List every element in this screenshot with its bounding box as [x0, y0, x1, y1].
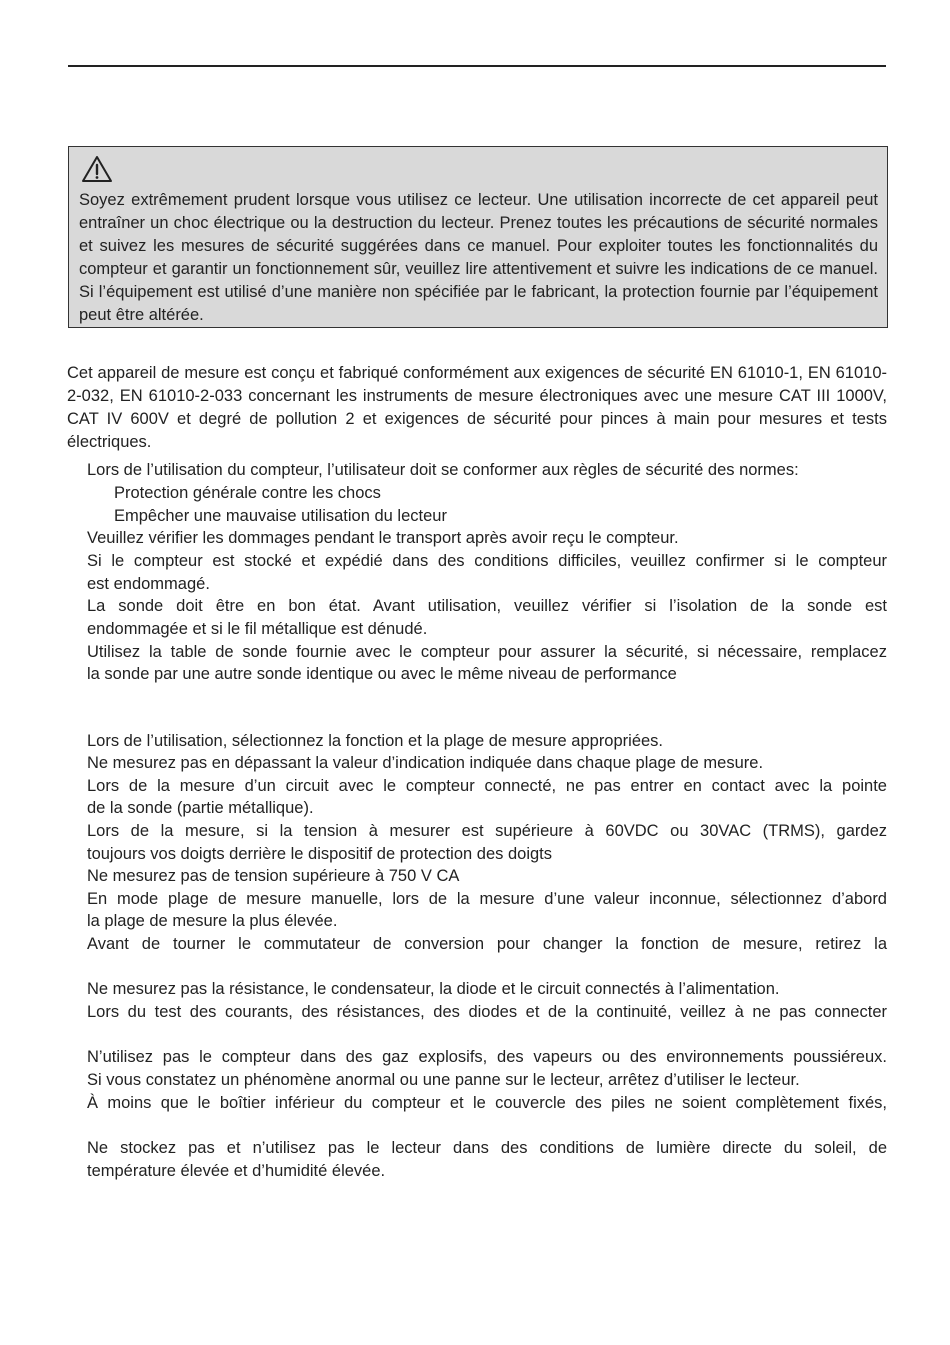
- list-item: la plage de mesure la plus élevée.: [87, 912, 338, 930]
- list-item: Lors de l’utilisation, sélectionnez la fonction et la plage de mesure appropriées.: [87, 732, 664, 750]
- list-item: Ne mesurez pas la résistance, le condensateur, la diode et le circuit connectés à l’alimentation.: [87, 980, 780, 998]
- list-item: Veuillez vérifier les dommages pendant le transport après avoir reçu le compteur.: [87, 529, 679, 547]
- list-item: Avant de tourner le commutateur de conversion pour changer la fonction de mesure, retirez la: [87, 935, 887, 953]
- warning-triangle-icon: [81, 155, 113, 183]
- intro-paragraph: Cet appareil de mesure est conçu et fabriqué conformément aux exigences de sécurité EN 61010-1, EN 61010-2-032, EN 61010-2-033 concernant les instruments de mesure électroniques avec une mesure CAT III 1000V, CAT IV 600V et degré de pollution 2 et exigences de sécurité pour pinces à main pour mesures et tests électriques.: [67, 364, 887, 451]
- list-item: Lors de la mesure, si la tension à mesurer est supérieure à 60VDC ou 30VAC (TRMS), gardez: [87, 822, 887, 840]
- list-item: Si le compteur est stocké et expédié dans des conditions difficiles, veuillez confirmer si le compteur: [87, 552, 887, 570]
- list-item: En mode plage de mesure manuelle, lors de la mesure d’une valeur inconnue, sélectionnez d’abord: [87, 890, 887, 908]
- warning-box: [68, 146, 888, 328]
- list-item: Si vous constatez un phénomène anormal ou une panne sur le lecteur, arrêtez d’utiliser le lecteur.: [87, 1071, 800, 1089]
- list-item: température élevée et d’humidité élevée.: [87, 1162, 386, 1180]
- list-item: La sonde doit être en bon état. Avant utilisation, veuillez vérifier si l’isolation de la sonde est: [87, 597, 887, 615]
- list-item: Ne mesurez pas de tension supérieure à 750 V CA: [87, 867, 460, 885]
- list-item: Protection générale contre les chocs: [114, 484, 381, 502]
- list-item: est endommagé.: [87, 575, 210, 593]
- list-item: N’utilisez pas le compteur dans des gaz explosifs, des vapeurs ou des environnements poussiéreux.: [87, 1048, 887, 1066]
- list-item: Ne stockez pas et n’utilisez pas le lecteur dans des conditions de lumière directe du soleil, de: [87, 1139, 887, 1157]
- list-item: la sonde par une autre sonde identique ou avec le même niveau de performance: [87, 665, 677, 683]
- list-item: de la sonde (partie métallique).: [87, 799, 314, 817]
- list-item: À moins que le boîtier inférieur du compteur et le couvercle des piles ne soient complètement fixés,: [87, 1094, 887, 1112]
- list-item: Lors de l’utilisation du compteur, l’utilisateur doit se conformer aux règles de sécurité des normes:: [87, 461, 799, 479]
- list-item: endommagée et si le fil métallique est dénudé.: [87, 620, 428, 638]
- list-item: Ne mesurez pas en dépassant la valeur d’indication indiquée dans chaque plage de mesure.: [87, 754, 764, 772]
- list-item: Empêcher une mauvaise utilisation du lecteur: [114, 507, 447, 525]
- list-item: Utilisez la table de sonde fournie avec le compteur pour assurer la sécurité, si nécessaire, remplacez: [87, 643, 887, 661]
- list-item: Lors du test des courants, des résistances, des diodes et de la continuité, veillez à ne pas connecter: [87, 1003, 887, 1021]
- header-rule: [68, 65, 886, 67]
- list-item: toujours vos doigts derrière le dispositif de protection des doigts: [87, 845, 553, 863]
- list-item: Lors de la mesure d’un circuit avec le compteur connecté, ne pas entrer en contact avec la pointe: [87, 777, 887, 795]
- warning-text: Soyez extrêmement prudent lorsque vous utilisez ce lecteur. Une utilisation incorrecte de cet appareil peut entraîner un choc électrique ou la destruction du lecteur. Prenez toutes les précautions de sécurité normales et suivez les mesures de sécurité suggérées dans ce manuel. Pour exploiter toutes les fonctionnalités du compteur et garantir un fonctionnement sûr, veuillez lire attentivement et suivre les indications de ce manuel. Si l’équipement est utilisé d’une manière non spécifiée par le fabricant, la protection fournie par l’équipement peut être altérée.: [79, 191, 878, 324]
